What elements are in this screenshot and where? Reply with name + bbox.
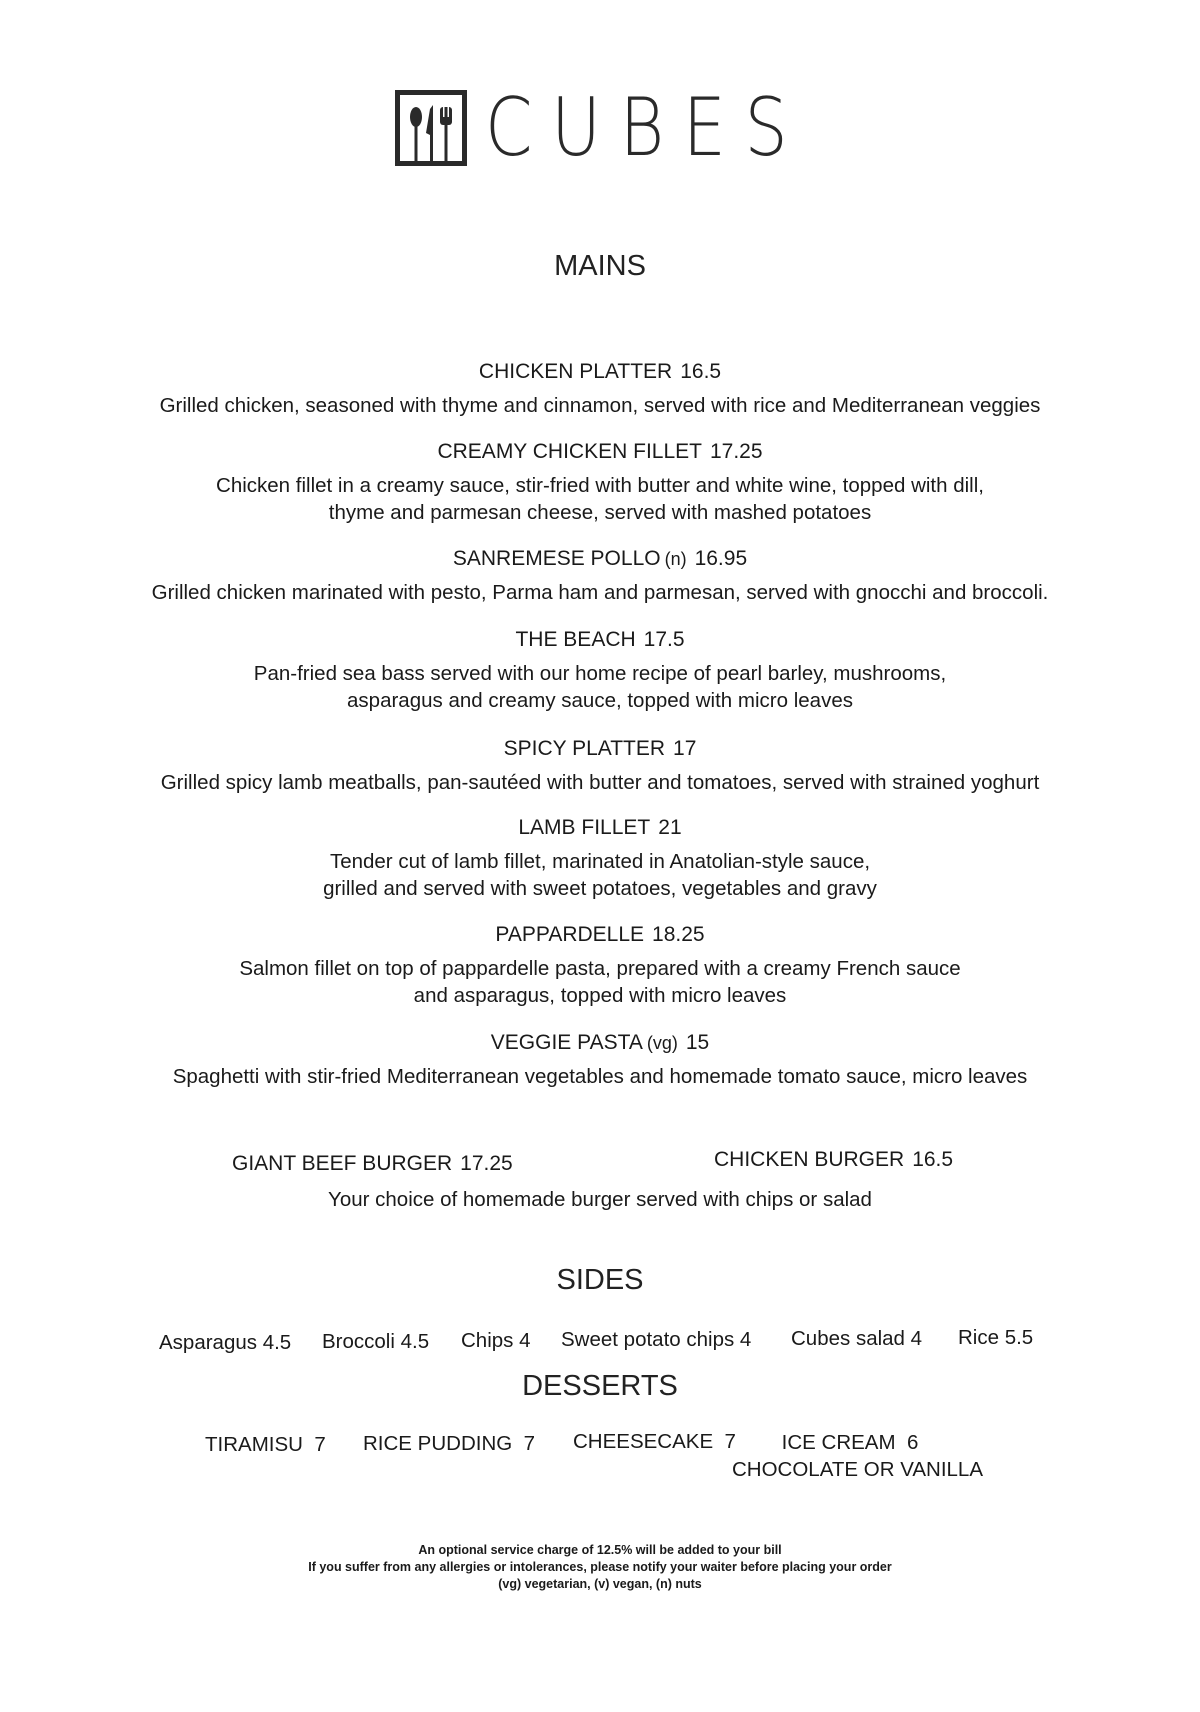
item-price: 17.25 — [460, 1152, 513, 1175]
item-price: 7 — [314, 1433, 326, 1456]
main-item-title — [0, 440, 1200, 464]
brand-name: CUBES — [485, 81, 807, 174]
side-item: Asparagus 4.5 — [159, 1331, 292, 1354]
description-line: Spaghetti with stir-fried Mediterranean vegetables and homemade tomato sauce, micro leaves — [172, 1065, 1028, 1088]
brand-logo — [395, 81, 863, 174]
description-line: grilled and served with sweet potatoes, vegetables and gravy — [323, 877, 877, 900]
dessert-item — [205, 1433, 326, 1457]
description-line: asparagus and creamy sauce, topped with micro leaves — [347, 689, 853, 712]
description-line: and asparagus, topped with micro leaves — [413, 984, 787, 1007]
burger-description: Your choice of homemade burger served with chips or salad — [328, 1188, 872, 1211]
diet-tag: (n) — [664, 549, 687, 569]
burger-item — [232, 1152, 513, 1176]
main-item-title — [0, 816, 1200, 840]
item-name: VEGGIE PASTA — [490, 1031, 643, 1054]
description-line: Salmon fillet on top of pappardelle pasta, prepared with a creamy French sauce — [239, 957, 961, 980]
item-name: CHICKEN PLATTER — [478, 360, 673, 383]
item-price: 16.5 — [680, 360, 722, 383]
diet-legend: (vg) vegetarian, (v) vegan, (n) nuts — [498, 1577, 702, 1591]
item-price: 16.95 — [694, 547, 748, 570]
allergy-note: If you suffer from any allergies or intolerances, please notify your waiter before placing your order — [308, 1560, 892, 1574]
sides-heading: SIDES — [556, 1264, 644, 1296]
item-price: 17.25 — [709, 440, 763, 463]
description-line: Chicken fillet in a creamy sauce, stir-fried with butter and white wine, topped with dill, — [216, 474, 984, 497]
burger-item — [714, 1148, 953, 1172]
item-price: 15 — [685, 1031, 710, 1054]
main-item-title — [0, 547, 1200, 571]
description-line: Pan-fried sea bass served with our home recipe of pearl barley, mushrooms, — [253, 662, 947, 685]
item-price: 7 — [724, 1430, 736, 1453]
item-price: 17.5 — [643, 628, 685, 651]
item-name: SANREMESE POLLO — [452, 547, 661, 570]
item-name: GIANT BEEF BURGER — [232, 1152, 453, 1175]
item-price: 18.25 — [652, 923, 705, 946]
main-item-title — [0, 923, 1200, 947]
item-name: CREAMY CHICKEN FILLET — [437, 440, 702, 463]
item-price: 7 — [523, 1432, 536, 1455]
item-name: THE BEACH — [515, 628, 636, 651]
main-item-description — [0, 769, 1200, 796]
description-line: Grilled spicy lamb meatballs, pan-sautéed with butter and tomatoes, served with strained yoghurt — [160, 771, 1040, 794]
item-price: 6 — [906, 1431, 919, 1454]
item-name: ICE CREAM — [781, 1431, 896, 1454]
footer-notes — [0, 1542, 1200, 1593]
service-charge-note: An optional service charge of 12.5% will be added to your bill — [418, 1543, 782, 1557]
description-line: Tender cut of lamb fillet, marinated in Anatolian-style sauce, — [329, 850, 871, 873]
description-line: Grilled chicken, seasoned with thyme and cinnamon, served with rice and Mediterranean veggies — [159, 394, 1041, 417]
main-item-description — [0, 955, 1200, 1009]
item-name: RICE PUDDING — [363, 1432, 513, 1455]
side-item: Rice 5.5 — [958, 1326, 1034, 1349]
main-item-title — [0, 1031, 1200, 1055]
desserts-heading: DESSERTS — [522, 1370, 678, 1402]
description-line: thyme and parmesan cheese, served with mashed potatoes — [328, 501, 872, 524]
main-item-description — [0, 848, 1200, 902]
main-item-title — [0, 360, 1200, 384]
main-item-title — [0, 628, 1200, 652]
side-item: Broccoli 4.5 — [322, 1330, 430, 1353]
item-price: 17 — [673, 737, 697, 760]
item-price: 21 — [658, 816, 682, 839]
dessert-item — [573, 1430, 736, 1454]
item-name: LAMB FILLET — [518, 816, 651, 839]
item-name: TIRAMISU — [205, 1433, 303, 1456]
main-item-description — [0, 660, 1200, 714]
dessert-item — [732, 1429, 983, 1483]
side-item: Cubes salad 4 — [791, 1327, 923, 1350]
item-name: CHICKEN BURGER — [714, 1148, 905, 1171]
item-price: 16.5 — [912, 1148, 954, 1171]
item-name: SPICY PLATTER — [503, 737, 666, 760]
side-item: Sweet potato chips 4 — [561, 1328, 752, 1351]
diet-tag: (vg) — [646, 1033, 678, 1053]
main-item-title — [0, 737, 1200, 761]
main-item-description — [0, 1063, 1200, 1090]
item-note: CHOCOLATE OR VANILLA — [732, 1458, 983, 1481]
main-item-description — [0, 392, 1200, 419]
description-line: Grilled chicken marinated with pesto, Parma ham and parmesan, served with gnocchi and broccoli. — [151, 581, 1049, 604]
main-item-description — [0, 472, 1200, 526]
cutlery-icon — [395, 90, 467, 166]
dessert-item — [363, 1432, 535, 1456]
main-item-description — [0, 579, 1200, 606]
item-name: PAPPARDELLE — [495, 923, 645, 946]
item-name: CHEESECAKE — [573, 1430, 714, 1453]
side-item: Chips 4 — [461, 1329, 531, 1352]
mains-heading: MAINS — [554, 250, 646, 282]
